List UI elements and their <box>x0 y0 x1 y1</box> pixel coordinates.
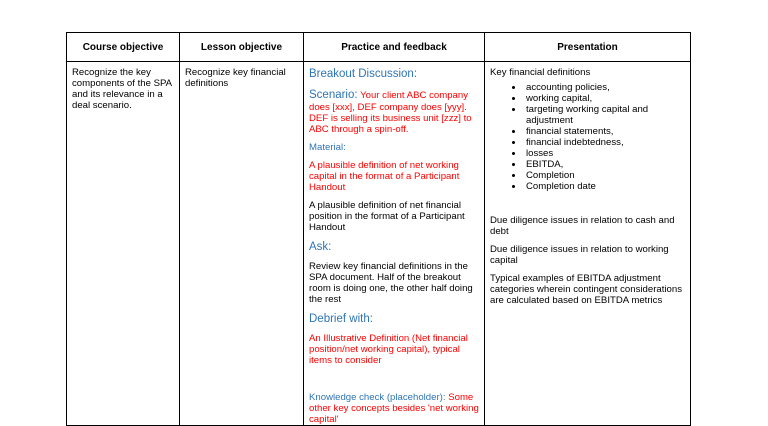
lesson-plan-table <box>66 32 691 426</box>
presentation-paragraph-1: Due diligence issues in relation to cash and debt <box>490 215 675 237</box>
knowledge-check-label: Knowledge check (placeholder): <box>309 392 446 403</box>
practice-feedback-cell <box>304 62 485 426</box>
definitions-list <box>490 82 685 192</box>
header-course-objective: Course objective <box>67 33 180 62</box>
material-label: Material: <box>309 142 346 153</box>
knowledge-check-text: Some other key concepts besides 'net working capital' <box>309 392 479 425</box>
scenario-paragraph <box>309 88 479 135</box>
list-item: • Completion <box>524 170 685 181</box>
presentation-paragraph-3: Typical examples of EBITDA adjustment categories wherein contingent considerations are calculated based on EBITDA metrics <box>490 273 682 306</box>
header-lesson-objective: Lesson objective <box>180 33 304 62</box>
ask-text: Review key financial definitions in the SPA document. Half of the breakout room is doing one, the other half doing the rest <box>309 261 473 305</box>
ask-label: Ask: <box>309 241 332 253</box>
knowledge-check-paragraph <box>309 392 479 425</box>
content-row <box>67 62 691 426</box>
presentation-cell <box>485 62 691 426</box>
scenario-label: Scenario: <box>309 89 358 101</box>
list-item: • financial statements, <box>524 126 685 137</box>
debrief-label: Debrief with: <box>309 313 373 325</box>
lesson-objective-cell <box>180 62 304 426</box>
header-row <box>67 33 691 62</box>
presentation-intro: Key financial definitions <box>490 67 591 78</box>
presentation-paragraph-2: Due diligence issues in relation to working capital <box>490 244 669 266</box>
list-item: • working capital, <box>524 93 685 104</box>
list-item: • losses <box>524 148 685 159</box>
scenario-text: Your client ABC company does [xxx], DEF company does [yyy]. DEF is selling its business unit [zzz] to ABC through a spin-off. <box>309 90 472 135</box>
list-item: • accounting policies, <box>524 82 685 93</box>
header-presentation: Presentation <box>485 33 691 62</box>
list-item: • EBITDA, <box>524 159 685 170</box>
header-practice-feedback: Practice and feedback <box>304 33 485 62</box>
list-item: • targeting working capital and adjustment <box>524 104 685 126</box>
material-red-text: A plausible definition of net working capital in the format of a Participant Handout <box>309 160 460 193</box>
debrief-text: An Illustrative Definition (Net financial position/net working capital), typical items to consider <box>309 333 468 366</box>
course-objective-text: Recognize the key components of the SPA and its relevance in a deal scenario. <box>72 67 172 111</box>
list-item: • financial indebtedness, <box>524 137 685 148</box>
course-objective-cell <box>67 62 180 426</box>
spacer <box>490 201 685 215</box>
list-item: • Completion date <box>524 181 685 192</box>
material-black-text: A plausible definition of net financial position in the format of a Participant Handout <box>309 200 465 233</box>
breakout-heading: Breakout Discussion: <box>309 68 418 80</box>
lesson-objective-text: Recognize key financial definitions <box>185 67 286 89</box>
